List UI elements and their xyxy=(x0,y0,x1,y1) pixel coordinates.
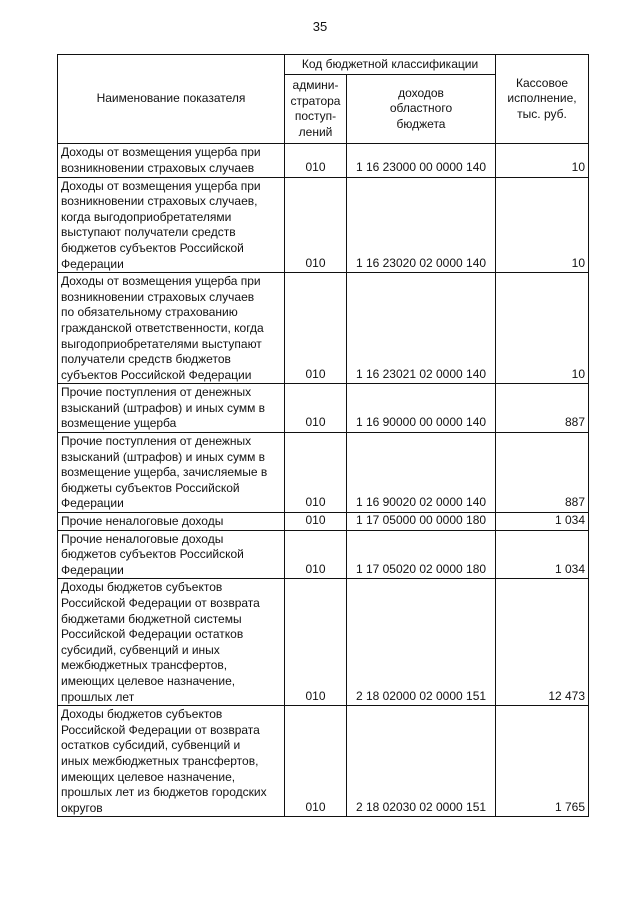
row-income-code: 1 17 05000 00 0000 180 xyxy=(347,513,496,531)
header-execution: Кассовое исполнение, тыс. руб. xyxy=(496,55,589,144)
header-budget-code: Код бюджетной классификации xyxy=(285,55,496,75)
row-income-code: 2 18 02000 02 0000 151 xyxy=(347,579,496,706)
page-number: 35 xyxy=(312,19,328,34)
row-income-code: 1 16 23020 02 0000 140 xyxy=(347,177,496,273)
row-amount: 1 034 xyxy=(496,513,589,531)
row-name: Доходы от возмещения ущерба при возникновении страховых случаев, когда выгодоприобретателями выступают получатели средств бюджетов субъектов Российской Федерации xyxy=(58,177,285,273)
row-admin-code: 010 xyxy=(285,706,347,817)
header-name: Наименование показателя xyxy=(58,55,285,144)
table-row xyxy=(58,384,589,433)
row-income-code: 1 16 90020 02 0000 140 xyxy=(347,433,496,513)
row-admin-code: 010 xyxy=(285,144,347,177)
row-admin-code: 010 xyxy=(285,579,347,706)
row-name: Доходы от возмещения ущерба при возникновении страховых случаев по обязательному страхованию гражданской ответственности, когда выгодоприобретателями выступают получатели средств бюджетов субъектов Российской Федерации xyxy=(58,273,285,384)
row-admin-code: 010 xyxy=(285,273,347,384)
table-row xyxy=(58,530,589,579)
row-income-code: 1 17 05020 02 0000 180 xyxy=(347,530,496,579)
table-row xyxy=(58,706,589,817)
row-name: Прочие поступления от денежных взысканий (штрафов) и иных сумм в возмещение ущерба, зачисляемые в бюджеты субъектов Российской Федерации xyxy=(58,433,285,513)
row-name: Доходы бюджетов субъектов Российской Федерации от возврата остатков субсидий, субвенций и иных межбюджетных трансфертов, имеющих целевое назначение, прошлых лет из бюджетов городских округов xyxy=(58,706,285,817)
table-row xyxy=(58,433,589,513)
row-amount: 1 765 xyxy=(496,706,589,817)
table-row xyxy=(58,273,589,384)
table-row xyxy=(58,579,589,706)
budget-table xyxy=(57,54,589,817)
table-body xyxy=(58,144,589,817)
row-admin-code: 010 xyxy=(285,177,347,273)
table-header xyxy=(58,55,589,144)
row-name: Доходы бюджетов субъектов Российской Федерации от возврата бюджетами бюджетной системы Российской Федерации остатков субсидий, субвенций и иных межбюджетных трансфертов, имеющих целевое назначение, прошлых лет xyxy=(58,579,285,706)
row-name: Прочие поступления от денежных взысканий (штрафов) и иных сумм в возмещение ущерба xyxy=(58,384,285,433)
table-row xyxy=(58,144,589,177)
header-admin: админи- стратора поступ- лений xyxy=(285,75,347,144)
row-amount: 1 034 xyxy=(496,530,589,579)
header-income: доходов областного бюджета xyxy=(347,75,496,144)
row-name: Прочие неналоговые доходы xyxy=(58,513,285,531)
row-amount: 10 xyxy=(496,177,589,273)
row-admin-code: 010 xyxy=(285,433,347,513)
row-income-code: 2 18 02030 02 0000 151 xyxy=(347,706,496,817)
row-income-code: 1 16 90000 00 0000 140 xyxy=(347,384,496,433)
row-income-code: 1 16 23000 00 0000 140 xyxy=(347,144,496,177)
row-admin-code: 010 xyxy=(285,530,347,579)
row-income-code: 1 16 23021 02 0000 140 xyxy=(347,273,496,384)
row-amount: 10 xyxy=(496,144,589,177)
table-row xyxy=(58,177,589,273)
row-admin-code: 010 xyxy=(285,384,347,433)
row-admin-code: 010 xyxy=(285,513,347,531)
row-amount: 887 xyxy=(496,384,589,433)
row-amount: 10 xyxy=(496,273,589,384)
row-amount: 887 xyxy=(496,433,589,513)
row-name: Прочие неналоговые доходы бюджетов субъектов Российской Федерации xyxy=(58,530,285,579)
table-row xyxy=(58,513,589,531)
row-amount: 12 473 xyxy=(496,579,589,706)
row-name: Доходы от возмещения ущерба при возникновении страховых случаев xyxy=(58,144,285,177)
